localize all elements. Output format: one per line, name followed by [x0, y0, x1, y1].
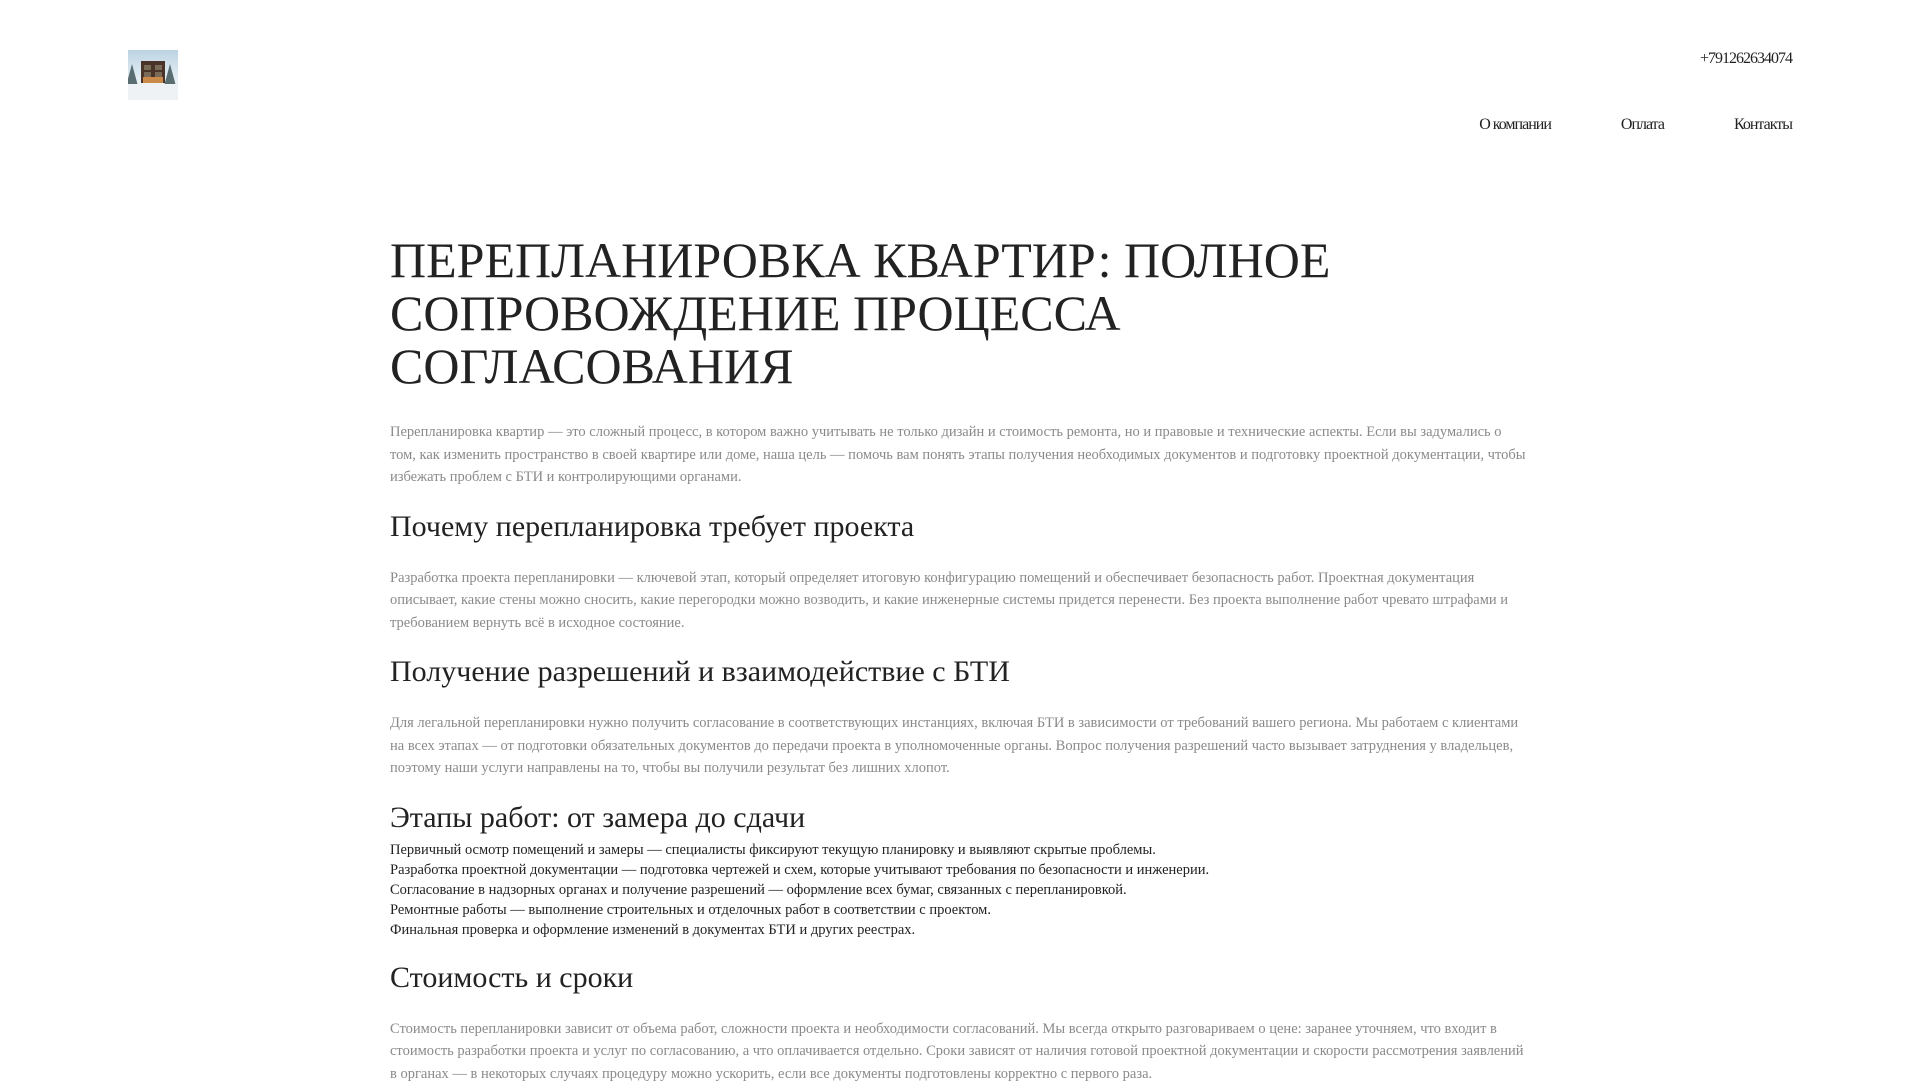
main-nav [1479, 116, 1792, 134]
nav-payment[interactable]: Оплата [1621, 116, 1664, 134]
list-item: Разработка проектной документации — подготовка чертежей и схем, которые учитывают требования по безопасности и инженерии. [390, 860, 1530, 880]
section-paragraph: Для легальной перепланировки нужно получить согласование в соответствующих инстанциях, включая БТИ в зависимости от требований вашего региона. Мы работаем с клиентами на всех этапах — от подготовки обязательных документов до передачи проекта в уполномоченные органы. Вопрос получения разрешений часто вызывает затруднения у владельцев, поэтому наши услуги направлены на то, чтобы вы получили результат без лишних хлопот. [390, 712, 1530, 780]
logo-tree [164, 64, 176, 86]
list-item: Согласование в надзорных органах и получение разрешений — оформление всех бумаг, связанных с перепланировкой. [390, 880, 1530, 900]
logo-tree [128, 64, 138, 86]
page-title: ПЕРЕПЛАНИРОВКА КВАРТИР: ПОЛНОЕ СОПРОВОЖДЕНИЕ ПРОЦЕССА СОГЛАСОВАНИЯ [390, 234, 1530, 393]
stages-list [390, 840, 1530, 940]
section-heading: Стоимость и сроки [390, 960, 1530, 996]
intro-paragraph: Перепланировка квартир — это сложный процесс, в котором важно учитывать не только дизайн и стоимость ремонта, но и правовые и технические аспекты. Если вы задумались о том, как изменить пространство в своей квартире или доме, наша цель — помочь вам понять этапы получения необходимых документов и подготовку проектной документации, чтобы избежать проблем с БТИ и контролирующими органами. [390, 421, 1530, 489]
list-item: Финальная проверка и оформление изменений в документах БТИ и других реестрах. [390, 920, 1530, 940]
section-paragraph: Разработка проекта перепланировки — ключевой этап, который определяет итоговую конфигурацию помещений и обеспечивает безопасность работ. Проектная документация описывает, какие стены можно сносить, какие перегородки можно возводить, и какие инженерные системы придется перенести. Без проекта выполнение работ чревато штрафами и требованием вернуть всё в исходное состояние. [390, 567, 1530, 635]
article [390, 234, 1530, 1085]
section-heading: Получение разрешений и взаимодействие с БТИ [390, 654, 1530, 690]
logo[interactable] [128, 50, 178, 100]
list-item: Первичный осмотр помещений и замеры — специалисты фиксируют текущую планировку и выявляют скрытые проблемы. [390, 840, 1530, 860]
list-item: Ремонтные работы — выполнение строительных и отделочных работ в соответствии с проектом. [390, 900, 1530, 920]
logo-window [144, 65, 151, 70]
section-paragraph: Стоимость перепланировки зависит от объема работ, сложности проекта и необходимости согласований. Мы всегда открыто разговариваем о цене: заранее уточняем, что входит в стоимость разработки проекта и услуг по согласованию, а что оплачивается отдельно. Сроки зависят от наличия готовой проектной документации и скорости рассмотрения заявлений в органах — в некоторых случаях процедуру можно ускорить, если все документы подготовлены корректно с первого раза. [390, 1018, 1530, 1085]
logo-light [143, 77, 163, 83]
section-heading: Этапы работ: от замера до сдачи [390, 800, 1530, 836]
logo-window [155, 65, 162, 70]
nav-contacts[interactable]: Контакты [1734, 116, 1792, 134]
section-heading: Почему перепланировка требует проекта [390, 509, 1530, 545]
logo-snow [128, 84, 178, 100]
nav-about[interactable]: О компании [1479, 116, 1551, 134]
phone-link[interactable]: +791262634074 [1700, 50, 1792, 68]
